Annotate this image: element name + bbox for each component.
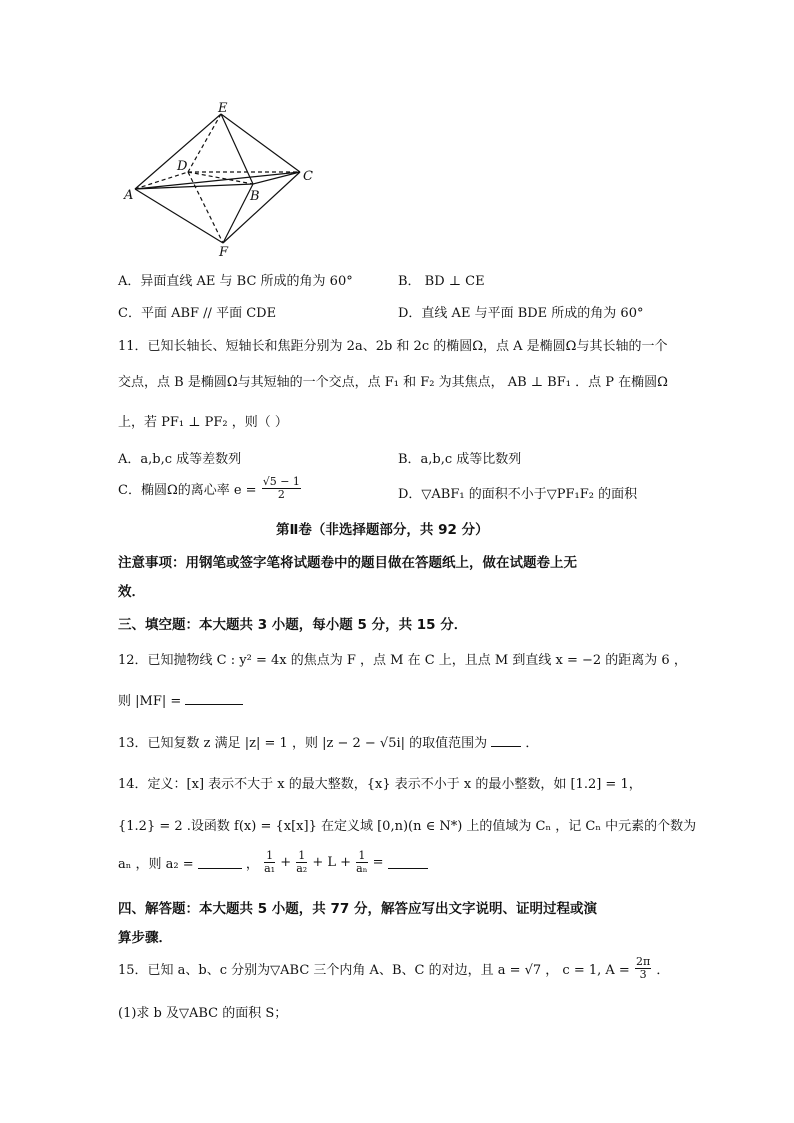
angle-numerator: 2π	[635, 955, 651, 968]
reciprocal-a1	[264, 850, 275, 875]
edge-BF	[223, 184, 253, 243]
q12-answer-blank	[185, 692, 243, 705]
q14-line-2: {1.2} = 2 .设函数 f(x) = {x[x]} 在定义域 [0,n)(n ∈ N*) 上的值域为 Cₙ ，记 Cₙ 中元素的个数为	[118, 819, 697, 834]
q12-answer-label: 则 |MF| =	[118, 694, 182, 709]
q14-a2-label: aₙ ，则 a₂ =	[118, 857, 194, 872]
q11-option-c	[118, 476, 302, 501]
q11-option-d: D．▽ABF₁ 的面积不小于▽PF₁F₂ 的面积	[398, 487, 638, 502]
label-B: B	[250, 189, 260, 204]
q13-line	[118, 732, 538, 751]
fraction-numerator: √5 − 1	[262, 475, 300, 488]
q11-option-a: A．a,b,c 成等差数列	[118, 452, 242, 467]
section-3-heading: 三、填空题：本大题共 3 小题，每小题 5 分，共 15 分．	[118, 617, 468, 633]
q15-tail: ．	[656, 963, 670, 978]
reciprocal-a2	[296, 850, 307, 875]
equals-sign: =	[372, 855, 384, 870]
reciprocal-an-numerator: 1	[356, 850, 367, 863]
q11-option-b: B．a,b,c 成等比数列	[398, 452, 522, 467]
q15-subquestion-1: (1)求 b 及▽ABC 的面积 S；	[118, 1006, 288, 1021]
edge-ED	[188, 114, 221, 172]
reciprocal-a1-numerator: 1	[266, 849, 274, 862]
q13-text: 13．已知复数 z 满足 |z| = 1 ，则 |z − 2 − √5i| 的取值范围为	[118, 736, 488, 751]
eccentricity-fraction	[262, 476, 301, 501]
q11-line-2: 交点，点 B 是椭圆Ω与其短轴的一个交点，点 F₁ 和 F₂ 为其焦点， AB ⊥ BF₁ ．点 P 在椭圆Ω	[118, 375, 668, 390]
q14-a2-blank	[198, 856, 242, 869]
edge-EC	[221, 114, 300, 172]
q13-tail: ．	[525, 736, 539, 751]
q11-option-c-text: C．椭圆Ω的离心率 e =	[118, 483, 257, 498]
fraction-denominator: 2	[277, 488, 285, 501]
notice-line-2: 效．	[118, 584, 145, 600]
q12-line-1: 12．已知抛物线 C : y² = 4x 的焦点为 F ，点 M 在 C 上，且点 M 到直线 x = −2 的距离为 6 ，	[118, 653, 687, 668]
section-4-heading-line-1: 四、解答题：本大题共 5 小题，共 77 分，解答应写出文字说明、证明过程或演	[118, 901, 597, 917]
q10-option-c: C．平面 ABF // 平面 CDE	[118, 306, 277, 321]
edge-EA	[135, 114, 221, 189]
reciprocal-an-denominator: aₙ	[356, 862, 368, 875]
q10-option-b: B． BD ⊥ CE	[398, 274, 485, 289]
q11-line-1: 11．已知长轴长、短轴长和焦距分别为 2a、2b 和 2c 的椭圆Ω，点 A 是椭圆Ω与其长轴的一个	[118, 339, 668, 354]
label-A: A	[124, 188, 134, 203]
q15-text: 15．已知 a、b、c 分别为▽ABC 三个内角 A、B、C 的对边，且 a = √7 ， c = 1, A =	[118, 963, 630, 978]
label-F: F	[219, 245, 229, 260]
q13-answer-blank	[491, 734, 521, 747]
plus-sign: +	[280, 855, 292, 870]
notice-line-1: 注意事项：用钢笔或签字笔将试题卷中的题目做在答题纸上，做在试题卷上无	[118, 555, 577, 571]
ellipsis-sum: + L +	[312, 855, 352, 870]
q14-sum-blank	[388, 856, 428, 869]
reciprocal-a2-numerator: 1	[298, 849, 306, 862]
q10-option-d: D．直线 AE 与平面 BDE 所成的角为 60°	[398, 306, 644, 321]
label-D: D	[177, 159, 188, 174]
angle-fraction	[635, 956, 651, 981]
reciprocal-an	[356, 850, 367, 875]
edge-EB	[221, 114, 253, 184]
segment-AC	[135, 172, 300, 189]
reciprocal-a2-denominator: a₂	[296, 862, 308, 875]
q14-comma: ，	[245, 857, 259, 872]
label-E: E	[218, 101, 228, 116]
q10-option-a: A．异面直线 AE 与 BC 所成的角为 60°	[118, 274, 353, 289]
angle-denominator: 3	[639, 968, 647, 981]
label-C: C	[303, 169, 313, 184]
q12-line-2	[118, 690, 243, 709]
q11-line-3: 上，若 PF₁ ⊥ PF₂ ，则（ ）	[118, 415, 288, 430]
section-4-heading-line-2: 算步骤．	[118, 930, 172, 946]
q14-line-1: 14．定义：[x] 表示不大于 x 的最大整数，{x} 表示不小于 x 的最小整数，如 [1.2] = 1，	[118, 777, 642, 792]
part2-title: 第Ⅱ卷（非选择题部分，共 92 分）	[276, 522, 489, 538]
edge-CF	[223, 172, 300, 243]
octahedron-figure	[0, 0, 794, 260]
q15-line-1	[118, 956, 669, 981]
reciprocal-a1-denominator: a₁	[264, 862, 276, 875]
q14-line-3	[118, 850, 428, 875]
